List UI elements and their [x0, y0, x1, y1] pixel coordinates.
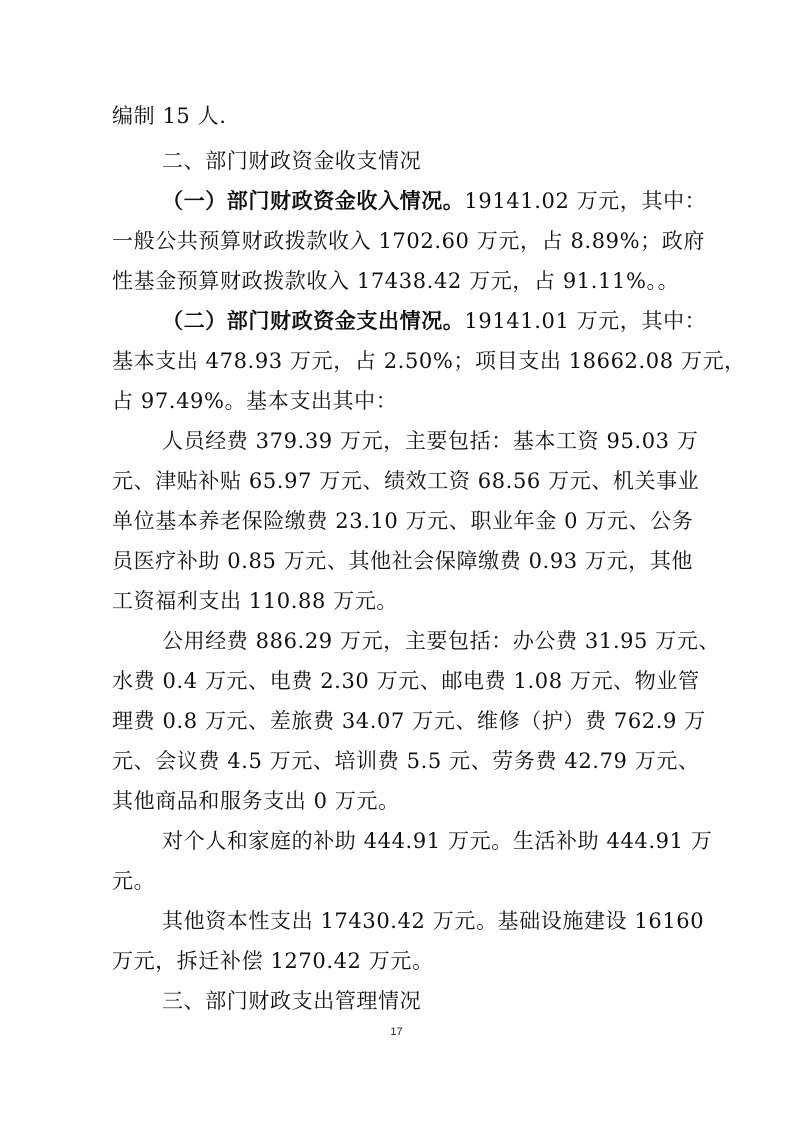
personnel-line: 元、津贴补贴 65.97 万元、绩效工资 68.56 万元、机关事业 — [112, 469, 700, 493]
expense-line-2: 基本支出 478.93 万元，占 2.50%；项目支出 18662.08 万元， — [112, 349, 746, 373]
capital-line: 万元，拆迁补偿 1270.42 万元。 — [112, 949, 434, 973]
page-number: 17 — [390, 1026, 403, 1038]
subsidy-line: 对个人和家庭的补助 444.91 万元。生活补助 444.91 万 — [162, 829, 713, 853]
public-expense-line: 水费 0.4 万元、电费 2.30 万元、邮电费 1.08 万元、物业管 — [112, 669, 700, 693]
income-line-3: 性基金预算财政拨款收入 17438.42 万元，占 91.11%。。 — [112, 269, 680, 293]
expense-subheading: （二）部门财政资金支出情况。 — [162, 308, 465, 333]
public-expense-line: 理费 0.8 万元、差旅费 34.07 万元、维修（护）费 762.9 万 — [112, 709, 706, 733]
section-heading-3: 三、部门财政支出管理情况 — [162, 989, 422, 1013]
income-line-1 — [162, 186, 706, 216]
personnel-line: 工资福利支出 110.88 万元。 — [112, 589, 399, 613]
public-expense-line: 元、会议费 4.5 万元、培训费 5.5 元、劳务费 42.79 万元、 — [112, 749, 700, 773]
expense-line-1 — [162, 306, 706, 336]
paragraph-tail: 编制 15 人. — [112, 104, 227, 128]
income-subheading: （一）部门财政资金收入情况。 — [162, 188, 465, 213]
personnel-line: 员医疗补助 0.85 万元、其他社会保障缴费 0.93 万元，其他 — [112, 549, 694, 573]
public-expense-line: 公用经费 886.29 万元，主要包括：办公费 31.95 万元、 — [162, 629, 721, 653]
income-total: 19141.02 万元，其中： — [464, 189, 707, 213]
income-line-2: 一般公共预算财政拨款收入 1702.60 万元，占 8.89%；政府 — [112, 229, 705, 253]
capital-line: 其他资本性支出 17430.42 万元。基础设施建设 16160 — [162, 909, 705, 933]
expense-line-3: 占 97.49%。基本支出其中： — [112, 389, 398, 413]
personnel-line: 人员经费 379.39 万元，主要包括：基本工资 95.03 万 — [162, 429, 699, 453]
personnel-line: 单位基本养老保险缴费 23.10 万元、职业年金 0 万元、公务 — [112, 509, 694, 533]
section-heading-2: 二、部门财政资金收支情况 — [162, 149, 422, 173]
public-expense-line: 其他商品和服务支出 0 万元。 — [112, 789, 400, 813]
expense-total: 19141.01 万元，其中： — [464, 309, 707, 333]
subsidy-line: 元。 — [112, 869, 156, 893]
